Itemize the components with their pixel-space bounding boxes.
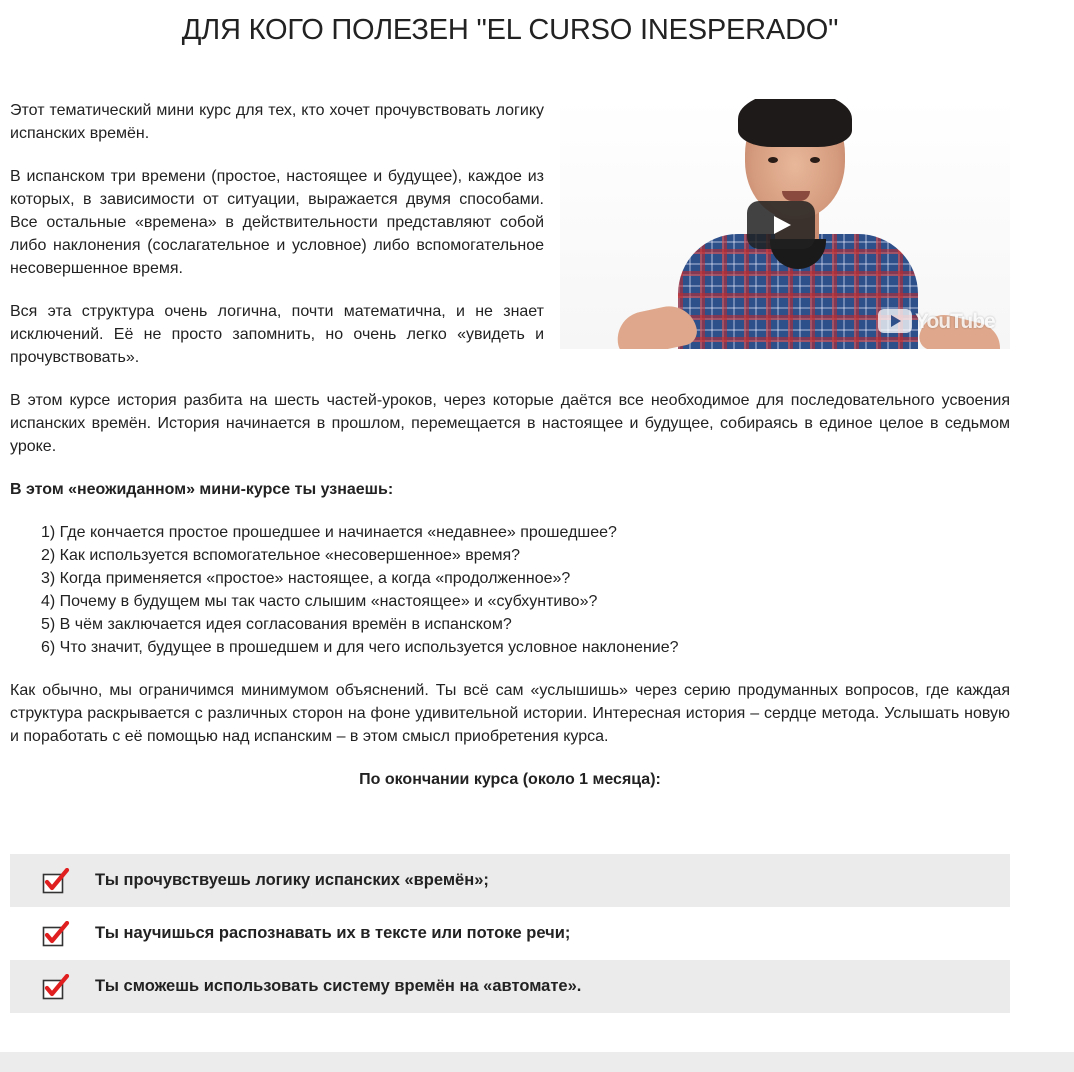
- intro-paragraph-3: Вся эта структура очень логична, почти математична, и не знает исключений. Её не просто запомнить, но очень легко «увидеть и прочувствовать».: [10, 303, 544, 366]
- youtube-logo-text: YouTube: [915, 309, 995, 333]
- youtube-icon: [878, 309, 912, 333]
- result-item: [10, 907, 1010, 960]
- footer-band: [0, 1052, 1074, 1072]
- result-item: [10, 960, 1010, 1013]
- video-thumbnail-hair: [738, 99, 852, 147]
- question-item: 3) Когда применяется «простое» настоящее, а когда «продолженное»?: [41, 570, 571, 587]
- result-item: [10, 854, 1010, 907]
- video-player[interactable]: [560, 99, 1010, 349]
- question-item: 4) Почему в будущем мы так часто слышим «настоящее» и «субхунтиво»?: [41, 593, 598, 610]
- method-paragraph: Как обычно, мы ограничимся минимумом объяснений. Ты всё сам «услышишь» через серию продуманных вопросов, где каждая структура раскрывается с различных сторон на фоне удивительной истории. Интересная история – сердце метода. Услышать новую и поработать с её помощью над испанским – в этом смысл приобретения курса.: [10, 682, 1010, 745]
- learn-heading: В этом «неожиданном» мини-курсе ты узнаешь:: [10, 481, 394, 498]
- main-content: [10, 99, 1010, 811]
- page-title: ДЛЯ КОГО ПОЛЕЗЕН "EL CURSO INESPERADO": [181, 14, 839, 46]
- result-text: Ты прочувствуешь логику испанских «времён»;: [95, 871, 489, 889]
- results-heading: По окончании курса (около 1 месяца):: [359, 771, 661, 788]
- question-item: 6) Что значит, будущее в прошедшем и для чего используется условное наклонение?: [41, 639, 679, 656]
- intro-column: [10, 99, 544, 389]
- checkbox-check-icon: [42, 868, 70, 894]
- question-item: 2) Как используется вспомогательное «несовершенное» время?: [41, 547, 521, 564]
- youtube-logo[interactable]: [878, 309, 995, 333]
- intro-paragraph-2: В испанском три времени (простое, настоящее и будущее), каждое из которых, в зависимости от ситуации, выражается двумя способами. Все остальные «времена» в действительности представляют собой либо наклонения (сослагательное и условное) либо вспомогательное несовершенное время.: [10, 168, 544, 277]
- question-item: 5) В чём заключается идея согласования времён в испанском?: [41, 616, 512, 633]
- video-thumbnail-eye-left: [768, 157, 778, 163]
- result-text: Ты научишься распознавать их в тексте или потоке речи;: [95, 924, 571, 942]
- course-structure-paragraph: В этом курсе история разбита на шесть частей-уроков, через которые даётся все необходимое для последовательного усвоения испанских времён. История начинается в прошлом, перемещается в настоящее и будущее, собираясь в единое целое в седьмом уроке.: [10, 392, 1010, 455]
- intro-paragraph-1: Этот тематический мини курс для тех, кто хочет прочувствовать логику испанских времён.: [10, 102, 544, 142]
- checkbox-check-icon: [42, 921, 70, 947]
- result-text: Ты сможешь использовать систему времён на «автомате».: [95, 977, 582, 995]
- results-list: [10, 854, 1010, 1013]
- video-thumbnail-eye-right: [810, 157, 820, 163]
- play-icon[interactable]: [747, 201, 815, 249]
- question-list: [10, 521, 1010, 659]
- question-item: 1) Где кончается простое прошедшее и начинается «недавнее» прошедшее?: [41, 524, 617, 541]
- checkbox-check-icon: [42, 974, 70, 1000]
